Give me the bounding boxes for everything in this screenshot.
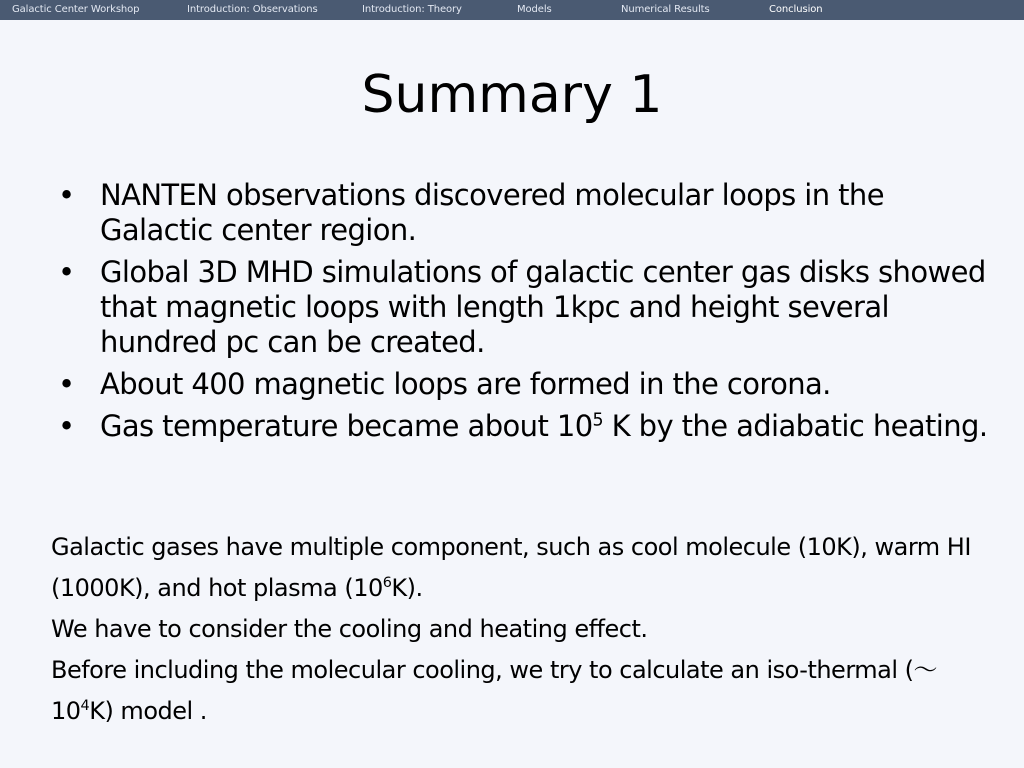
bullet-dot-icon: • [58, 409, 75, 443]
nav-item-conclusion[interactable]: Conclusion [769, 4, 823, 15]
bullet-item [58, 178, 988, 248]
note-isothermal-model [51, 650, 991, 732]
nav-item-models[interactable]: Models [517, 4, 552, 15]
note-text-part: Galactic gases have multiple component, such as cool molecule (10K), warm HI (1000K), and hot plasma (10 [51, 533, 971, 602]
bullet-text: About 400 magnetic loops are formed in the corona. [100, 367, 831, 401]
bullet-dot-icon: • [58, 178, 75, 212]
note-gas-components [51, 527, 991, 609]
summary-bullet-list [58, 178, 988, 451]
nav-item-introduction-observations[interactable]: Introduction: Observations [187, 4, 318, 15]
section-navigation-bar [0, 0, 1024, 20]
exponent: 4 [80, 698, 90, 714]
bullet-item [58, 255, 988, 360]
exponent: 5 [592, 410, 604, 431]
notes-paragraph [51, 527, 991, 732]
bullet-item [58, 409, 988, 444]
note-text-part: K). [391, 574, 423, 602]
exponent: 6 [382, 575, 392, 591]
note-cooling-heating: We have to consider the cooling and heating effect. [51, 615, 648, 643]
bullet-text-part: Gas temperature became about 10 [100, 409, 593, 443]
bullet-text [100, 409, 987, 443]
bullet-text-part: K by the adiabatic heating. [603, 409, 988, 443]
nav-item-introduction-theory[interactable]: Introduction: Theory [362, 4, 462, 15]
bullet-dot-icon: • [58, 255, 75, 289]
nav-item-numerical-results[interactable]: Numerical Results [621, 4, 710, 15]
note-text-part: Before including the molecular cooling, we try to calculate an iso-thermal (〜10 [51, 656, 938, 725]
bullet-text: NANTEN observations discovered molecular loops in the Galactic center region. [100, 178, 884, 247]
bullet-item [58, 367, 988, 402]
bullet-text: Global 3D MHD simulations of galactic center gas disks showed that magnetic loops with length 1kpc and height several hundred pc can be created. [100, 255, 986, 359]
nav-item-galactic-center-workshop[interactable]: Galactic Center Workshop [12, 4, 140, 15]
slide-title: Summary 1 [361, 65, 663, 125]
note-text-part: K) model . [89, 697, 207, 725]
bullet-dot-icon: • [58, 367, 75, 401]
